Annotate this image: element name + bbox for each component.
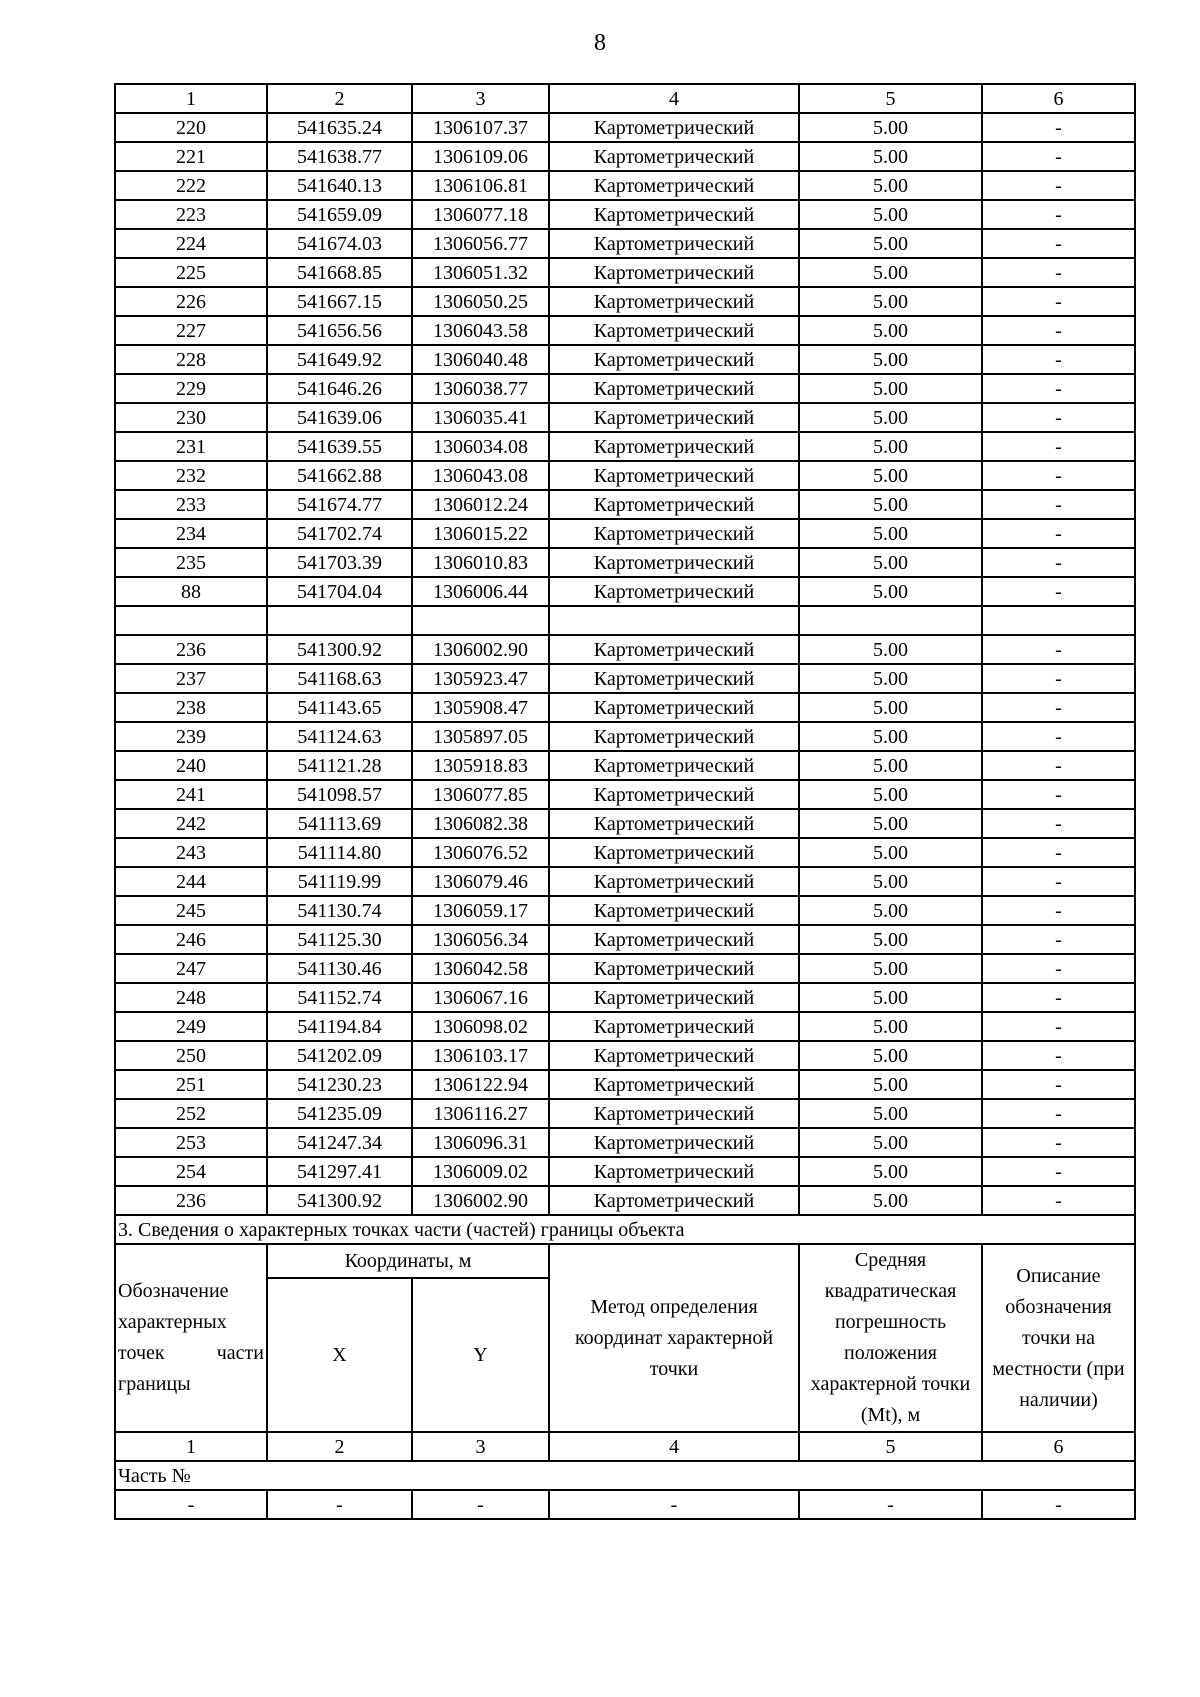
cell-point-number: 246 (115, 925, 267, 954)
cell-dash: - (267, 1490, 412, 1519)
cell-description: - (982, 1012, 1135, 1041)
cell-method: Картометрический (549, 1157, 799, 1186)
cell-coord-y: 1306040.48 (412, 345, 549, 374)
cell-coord-x: 541300.92 (267, 1186, 412, 1215)
table-row (115, 548, 1135, 577)
cell-coord-x: 541659.09 (267, 200, 412, 229)
cell-coord-x: 541143.65 (267, 693, 412, 722)
table-row (115, 345, 1135, 374)
cell-coord-x: 541230.23 (267, 1070, 412, 1099)
cell-description: - (982, 751, 1135, 780)
cell-coord-x: 541674.77 (267, 490, 412, 519)
cell-method: Картометрический (549, 664, 799, 693)
cell-method: Картометрический (549, 1128, 799, 1157)
cell-method: Картометрический (549, 809, 799, 838)
cell-method: Картометрический (549, 693, 799, 722)
cell-method: Картометрический (549, 142, 799, 171)
cell-point-number: 244 (115, 867, 267, 896)
cell-point-number: 248 (115, 983, 267, 1012)
cell-coord-x: 541194.84 (267, 1012, 412, 1041)
col-number: 1 (115, 1432, 267, 1461)
cell-coord-x: 541098.57 (267, 780, 412, 809)
cell-accuracy: 5.00 (799, 635, 982, 664)
cell-method: Картометрический (549, 171, 799, 200)
cell-description: - (982, 577, 1135, 606)
cell-coord-x: 541639.06 (267, 403, 412, 432)
cell-point-number: 222 (115, 171, 267, 200)
cell-coord-y: 1306042.58 (412, 954, 549, 983)
cell-method: Картометрический (549, 432, 799, 461)
section3-title-row (115, 1215, 1135, 1244)
cell-coord-y: 1306106.81 (412, 171, 549, 200)
cell-coord-y: 1306043.58 (412, 316, 549, 345)
cell-accuracy: 5.00 (799, 577, 982, 606)
col-number: 4 (549, 1432, 799, 1461)
cell-point-number: 221 (115, 142, 267, 171)
table-row (115, 229, 1135, 258)
cell-coord-y: 1306116.27 (412, 1099, 549, 1128)
table-row (115, 519, 1135, 548)
cell-point-number: 236 (115, 1186, 267, 1215)
header-method: Метод определения координат характерной точки (549, 1244, 799, 1432)
cell-method: Картометрический (549, 751, 799, 780)
table-row (115, 664, 1135, 693)
cell-accuracy: 5.00 (799, 1012, 982, 1041)
cell-coord-x: 541640.13 (267, 171, 412, 200)
cell-coord-y: 1306038.77 (412, 374, 549, 403)
cell-description: - (982, 925, 1135, 954)
cell-description: - (982, 838, 1135, 867)
part-label-row (115, 1461, 1135, 1490)
header-error: Средняя квадратическая погрешность положения характерной точки (Mt), м (799, 1244, 982, 1432)
cell-description: - (982, 229, 1135, 258)
cell-coord-y: 1306002.90 (412, 635, 549, 664)
cell-coord-x: 541114.80 (267, 838, 412, 867)
cell-accuracy: 5.00 (799, 432, 982, 461)
cell-accuracy: 5.00 (799, 374, 982, 403)
cell-accuracy: 5.00 (799, 548, 982, 577)
cell-coord-x: 541113.69 (267, 809, 412, 838)
table-row (115, 1186, 1135, 1215)
cell-description: - (982, 1186, 1135, 1215)
cell-accuracy: 5.00 (799, 345, 982, 374)
cell-description: - (982, 1099, 1135, 1128)
cell-accuracy: 5.00 (799, 258, 982, 287)
header-y: Y (412, 1278, 549, 1432)
cell-method: Картометрический (549, 577, 799, 606)
cell-point-number: 220 (115, 113, 267, 142)
cell-method: Картометрический (549, 519, 799, 548)
cell-point-number: 227 (115, 316, 267, 345)
cell-point-number: 251 (115, 1070, 267, 1099)
cell-coord-x: 541152.74 (267, 983, 412, 1012)
cell-coord-x: 541656.56 (267, 316, 412, 345)
cell-point-number: 245 (115, 896, 267, 925)
table-row (115, 287, 1135, 316)
cell-coord-x: 541235.09 (267, 1099, 412, 1128)
cell-description: - (982, 519, 1135, 548)
cell-coord-y: 1306122.94 (412, 1070, 549, 1099)
table-row (115, 403, 1135, 432)
cell-dash: - (982, 1490, 1135, 1519)
cell-accuracy: 5.00 (799, 838, 982, 867)
col-number: 3 (412, 84, 549, 113)
table-row (115, 1012, 1135, 1041)
column-number-row (115, 84, 1135, 113)
cell-method: Картометрический (549, 867, 799, 896)
empty-part-row (115, 1490, 1135, 1519)
cell-method: Картометрический (549, 345, 799, 374)
cell-coord-y: 1305908.47 (412, 693, 549, 722)
section3-title: 3. Сведения о характерных точках части (частей) границы объекта (115, 1215, 1135, 1244)
cell-description: - (982, 896, 1135, 925)
table-row (115, 983, 1135, 1012)
table-row (115, 780, 1135, 809)
cell-dash: - (549, 1490, 799, 1519)
cell-point-number: 236 (115, 635, 267, 664)
cell-description: - (982, 258, 1135, 287)
cell-point-number: 88 (115, 577, 267, 606)
cell-point-number: 239 (115, 722, 267, 751)
cell-point-number: 231 (115, 432, 267, 461)
cell-method: Картометрический (549, 461, 799, 490)
cell-point-number: 250 (115, 1041, 267, 1070)
cell-point-number: 247 (115, 954, 267, 983)
cell-description: - (982, 345, 1135, 374)
header-coordinates: Координаты, м (267, 1244, 549, 1278)
cell-method: Картометрический (549, 1070, 799, 1099)
cell-point-number: 252 (115, 1099, 267, 1128)
cell-coord-x: 541674.03 (267, 229, 412, 258)
cell-description: - (982, 200, 1135, 229)
col-number: 4 (549, 84, 799, 113)
cell-description: - (982, 113, 1135, 142)
cell-method: Картометрический (549, 374, 799, 403)
cell-coord-y: 1306076.52 (412, 838, 549, 867)
cell-coord-y: 1306012.24 (412, 490, 549, 519)
table-row (115, 432, 1135, 461)
cell-coord-y: 1306009.02 (412, 1157, 549, 1186)
cell-point-number: 224 (115, 229, 267, 258)
cell-coord-y: 1306077.18 (412, 200, 549, 229)
cell-coord-x: 541130.46 (267, 954, 412, 983)
header-designation: Обозначение характерных точек части границы (115, 1244, 267, 1432)
section2-body (115, 84, 1135, 1244)
cell-coord-x: 541639.55 (267, 432, 412, 461)
cell-coord-y: 1306098.02 (412, 1012, 549, 1041)
table-row (115, 693, 1135, 722)
part-label: Часть № (115, 1461, 1135, 1490)
table-row (115, 1041, 1135, 1070)
cell-accuracy: 5.00 (799, 1186, 982, 1215)
cell-dash: - (799, 1490, 982, 1519)
table-row (115, 722, 1135, 751)
table-row (115, 461, 1135, 490)
cell-description: - (982, 287, 1135, 316)
cell-coord-y: 1306056.77 (412, 229, 549, 258)
table-row (115, 258, 1135, 287)
cell-accuracy: 5.00 (799, 925, 982, 954)
cell-description: - (982, 635, 1135, 664)
table-row (115, 113, 1135, 142)
cell-coord-x: 541202.09 (267, 1041, 412, 1070)
cell-accuracy: 5.00 (799, 1041, 982, 1070)
coordinates-table (114, 83, 1136, 1520)
cell-accuracy: 5.00 (799, 722, 982, 751)
cell-point-number: 232 (115, 461, 267, 490)
cell-point-number: 242 (115, 809, 267, 838)
cell-coord-x: 541646.26 (267, 374, 412, 403)
cell-description: - (982, 809, 1135, 838)
cell-coord-x: 541121.28 (267, 751, 412, 780)
cell-method: Картометрический (549, 200, 799, 229)
cell-method: Картометрический (549, 954, 799, 983)
cell-description: - (982, 664, 1135, 693)
col-number: 5 (799, 1432, 982, 1461)
cell-point-number: 229 (115, 374, 267, 403)
cell-method: Картометрический (549, 229, 799, 258)
cell-method: Картометрический (549, 1186, 799, 1215)
cell-coord-y: 1306082.38 (412, 809, 549, 838)
cell-coord-y: 1306035.41 (412, 403, 549, 432)
cell-description: - (982, 954, 1135, 983)
cell-method: Картометрический (549, 1012, 799, 1041)
cell-coord-y: 1306107.37 (412, 113, 549, 142)
cell-coord-x: 541168.63 (267, 664, 412, 693)
cell-description: - (982, 374, 1135, 403)
cell-accuracy: 5.00 (799, 287, 982, 316)
cell-coord-y: 1306096.31 (412, 1128, 549, 1157)
cell-coord-x: 541704.04 (267, 577, 412, 606)
cell-description: - (982, 432, 1135, 461)
cell-description: - (982, 1070, 1135, 1099)
col-number: 5 (799, 84, 982, 113)
table-row (115, 200, 1135, 229)
cell-coord-x: 541667.15 (267, 287, 412, 316)
table-row (115, 142, 1135, 171)
cell-description: - (982, 1041, 1135, 1070)
cell-method: Картометрический (549, 1041, 799, 1070)
cell-method: Картометрический (549, 316, 799, 345)
cell-coord-y: 1305918.83 (412, 751, 549, 780)
cell-accuracy: 5.00 (799, 954, 982, 983)
cell-accuracy: 5.00 (799, 780, 982, 809)
cell-accuracy: 5.00 (799, 113, 982, 142)
cell-point-number: 226 (115, 287, 267, 316)
cell-method: Картометрический (549, 780, 799, 809)
cell-description: - (982, 722, 1135, 751)
cell-point-number: 225 (115, 258, 267, 287)
cell-description: - (982, 1157, 1135, 1186)
header-description: Описание обозначения точки на местности (при наличии) (982, 1244, 1135, 1432)
cell-point-number: 253 (115, 1128, 267, 1157)
cell-accuracy: 5.00 (799, 519, 982, 548)
cell-coord-y: 1306067.16 (412, 983, 549, 1012)
cell-coord-x: 541703.39 (267, 548, 412, 577)
page-number: 8 (594, 30, 606, 56)
cell-coord-y: 1306051.32 (412, 258, 549, 287)
table-row (115, 577, 1135, 606)
col-number: 3 (412, 1432, 549, 1461)
table-row (115, 925, 1135, 954)
cell-method: Картометрический (549, 113, 799, 142)
cell-point-number: 234 (115, 519, 267, 548)
table-row (115, 635, 1135, 664)
cell-accuracy: 5.00 (799, 693, 982, 722)
header-x: X (267, 1278, 412, 1432)
cell-method: Картометрический (549, 722, 799, 751)
table-row (115, 751, 1135, 780)
cell-method: Картометрический (549, 925, 799, 954)
cell-coord-x: 541668.85 (267, 258, 412, 287)
cell-description: - (982, 548, 1135, 577)
col-number: 1 (115, 84, 267, 113)
table-row (115, 1128, 1135, 1157)
table-row (115, 896, 1135, 925)
section3-header (115, 1244, 1135, 1519)
cell-method: Картометрический (549, 983, 799, 1012)
cell-description: - (982, 490, 1135, 519)
cell-coord-x: 541130.74 (267, 896, 412, 925)
cell-coord-x: 541125.30 (267, 925, 412, 954)
col-number: 6 (982, 84, 1135, 113)
cell-point-number: 233 (115, 490, 267, 519)
cell-coord-y: 1306059.17 (412, 896, 549, 925)
cell-point-number: 241 (115, 780, 267, 809)
table-row (115, 838, 1135, 867)
cell-accuracy: 5.00 (799, 751, 982, 780)
cell-accuracy: 5.00 (799, 316, 982, 345)
cell-point-number: 249 (115, 1012, 267, 1041)
cell-coord-y: 1306034.08 (412, 432, 549, 461)
col-number: 6 (982, 1432, 1135, 1461)
cell-coord-x: 541638.77 (267, 142, 412, 171)
cell-accuracy: 5.00 (799, 490, 982, 519)
cell-description: - (982, 693, 1135, 722)
cell-description: - (982, 142, 1135, 171)
cell-coord-x: 541247.34 (267, 1128, 412, 1157)
cell-accuracy: 5.00 (799, 461, 982, 490)
cell-coord-y: 1306006.44 (412, 577, 549, 606)
table-row (115, 374, 1135, 403)
cell-method: Картометрический (549, 838, 799, 867)
table-row (115, 1157, 1135, 1186)
cell-coord-y: 1305897.05 (412, 722, 549, 751)
cell-description: - (982, 780, 1135, 809)
cell-point-number: 228 (115, 345, 267, 374)
cell-point-number: 223 (115, 200, 267, 229)
cell-accuracy: 5.00 (799, 1157, 982, 1186)
cell-coord-x: 541300.92 (267, 635, 412, 664)
cell-point-number: 237 (115, 664, 267, 693)
cell-coord-y: 1306015.22 (412, 519, 549, 548)
cell-point-number: 238 (115, 693, 267, 722)
cell-method: Картометрический (549, 258, 799, 287)
cell-accuracy: 5.00 (799, 200, 982, 229)
cell-accuracy: 5.00 (799, 664, 982, 693)
table-row (115, 171, 1135, 200)
cell-coord-y: 1306079.46 (412, 867, 549, 896)
cell-description: - (982, 983, 1135, 1012)
cell-point-number: 230 (115, 403, 267, 432)
table-row (115, 1070, 1135, 1099)
cell-accuracy: 5.00 (799, 403, 982, 432)
cell-coord-x: 541649.92 (267, 345, 412, 374)
cell-method: Картометрический (549, 548, 799, 577)
cell-coord-x: 541635.24 (267, 113, 412, 142)
cell-description: - (982, 1128, 1135, 1157)
cell-method: Картометрический (549, 1099, 799, 1128)
table-row (115, 316, 1135, 345)
cell-description: - (982, 171, 1135, 200)
cell-coord-y: 1306077.85 (412, 780, 549, 809)
cell-coord-x: 541124.63 (267, 722, 412, 751)
cell-method: Картометрический (549, 490, 799, 519)
table-row (115, 1099, 1135, 1128)
cell-accuracy: 5.00 (799, 142, 982, 171)
cell-coord-y: 1306109.06 (412, 142, 549, 171)
cell-coord-x: 541119.99 (267, 867, 412, 896)
table-row (115, 490, 1135, 519)
cell-coord-x: 541702.74 (267, 519, 412, 548)
cell-description: - (982, 316, 1135, 345)
col-number: 2 (267, 1432, 412, 1461)
cell-description: - (982, 867, 1135, 896)
cell-accuracy: 5.00 (799, 809, 982, 838)
cell-coord-y: 1305923.47 (412, 664, 549, 693)
cell-description: - (982, 403, 1135, 432)
cell-method: Картометрический (549, 403, 799, 432)
cell-coord-y: 1306010.83 (412, 548, 549, 577)
cell-coord-y: 1306043.08 (412, 461, 549, 490)
cell-accuracy: 5.00 (799, 229, 982, 258)
cell-point-number: 235 (115, 548, 267, 577)
cell-method: Картометрический (549, 896, 799, 925)
cell-accuracy: 5.00 (799, 896, 982, 925)
table-row (115, 809, 1135, 838)
table-row (115, 954, 1135, 983)
cell-dash: - (115, 1490, 267, 1519)
section3-column-number-row (115, 1432, 1135, 1461)
cell-description: - (982, 461, 1135, 490)
cell-accuracy: 5.00 (799, 867, 982, 896)
cell-accuracy: 5.00 (799, 171, 982, 200)
cell-coord-y: 1306056.34 (412, 925, 549, 954)
cell-method: Картометрический (549, 635, 799, 664)
cell-accuracy: 5.00 (799, 1070, 982, 1099)
cell-point-number: 243 (115, 838, 267, 867)
cell-coord-x: 541297.41 (267, 1157, 412, 1186)
cell-coord-y: 1306050.25 (412, 287, 549, 316)
cell-coord-y: 1306002.90 (412, 1186, 549, 1215)
cell-dash: - (412, 1490, 549, 1519)
table-row (115, 867, 1135, 896)
cell-coord-y: 1306103.17 (412, 1041, 549, 1070)
cell-accuracy: 5.00 (799, 1128, 982, 1157)
cell-accuracy: 5.00 (799, 983, 982, 1012)
cell-point-number: 240 (115, 751, 267, 780)
contour-separator-row (115, 606, 1135, 635)
cell-point-number: 254 (115, 1157, 267, 1186)
cell-accuracy: 5.00 (799, 1099, 982, 1128)
cell-method: Картометрический (549, 287, 799, 316)
col-number: 2 (267, 84, 412, 113)
cell-coord-x: 541662.88 (267, 461, 412, 490)
